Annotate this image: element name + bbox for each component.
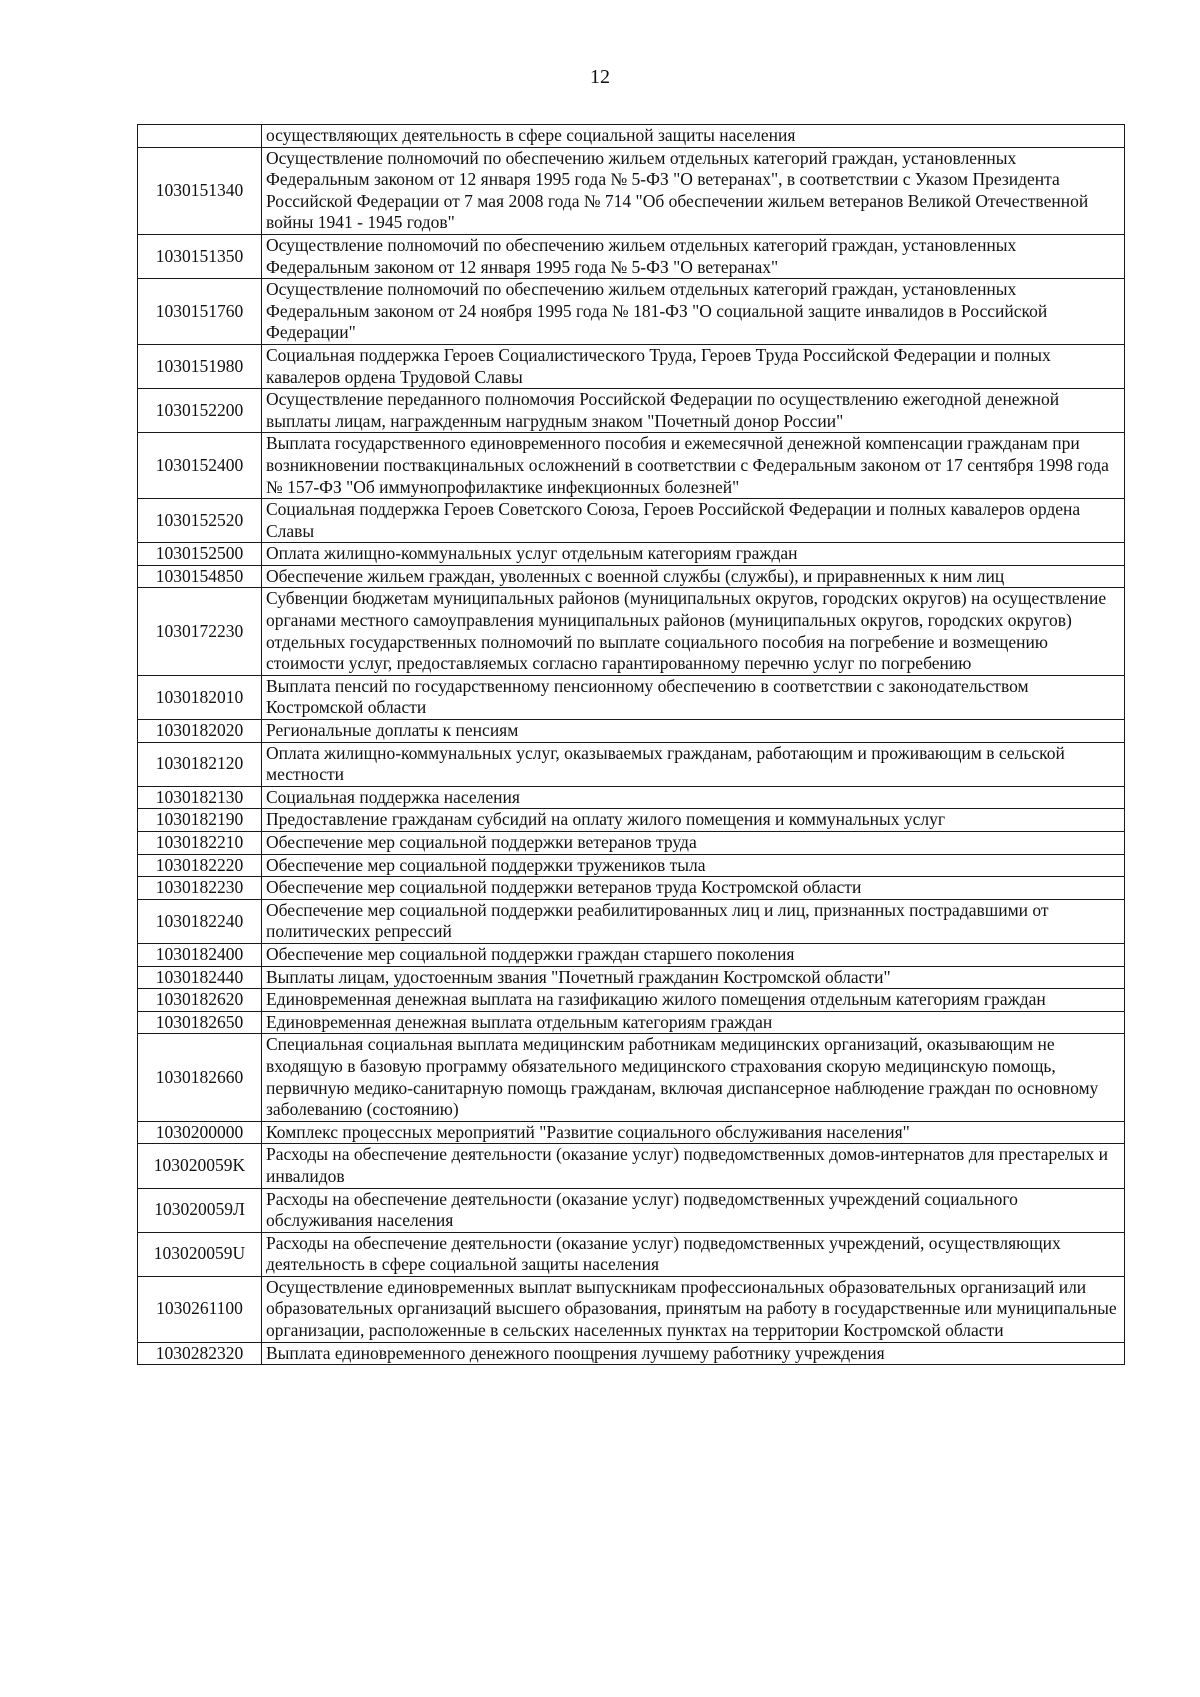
table-row bbox=[138, 675, 1125, 719]
description-cell: Расходы на обеспечение деятельности (оказание услуг) подведомственных домов-интернатов для престарелых и инвалидов bbox=[262, 1144, 1125, 1188]
description-cell: Специальная социальная выплата медицинским работникам медицинских организаций, оказывающим не входящую в базовую программу обязательного медицинского страхования скорую медицинскую помощь, первичную медико-санитарную помощь гражданам, включая диспансерное наблюдение граждан по основному заболеванию (состоянию) bbox=[262, 1034, 1125, 1121]
code-cell: 1030182210 bbox=[138, 832, 262, 855]
table-row bbox=[138, 742, 1125, 786]
table-row bbox=[138, 989, 1125, 1012]
description-cell: Выплата государственного единовременного пособия и ежемесячной денежной компенсации гражданам при возникновении поствакцинальных осложнений в соответствии с Федеральным законом от 17 сентября 1998 года № 157-ФЗ "Об иммунопрофилактике инфекционных болезней" bbox=[262, 433, 1125, 499]
table-row bbox=[138, 279, 1125, 345]
description-cell: Осуществление полномочий по обеспечению жильем отдельных категорий граждан, установленных Федеральным законом от 12 января 1995 года № 5-ФЗ "О ветеранах", в соответствии с Указом Президента Российской Федерации от 7 мая 2008 года № 714 "Об обеспечении жильем ветеранов Великой Отечественной войны 1941 - 1945 годов" bbox=[262, 147, 1125, 234]
table-row bbox=[138, 234, 1125, 278]
page-number: 12 bbox=[590, 66, 610, 88]
code-cell: 1030182190 bbox=[138, 809, 262, 832]
table-row bbox=[138, 1188, 1125, 1232]
code-cell: 1030200000 bbox=[138, 1121, 262, 1144]
table-row bbox=[138, 588, 1125, 675]
description-cell: Обеспечение мер социальной поддержки тружеников тыла bbox=[262, 854, 1125, 877]
description-cell: Социальная поддержка населения bbox=[262, 786, 1125, 809]
code-cell: 1030172230 bbox=[138, 588, 262, 675]
table-row bbox=[138, 786, 1125, 809]
table-row bbox=[138, 809, 1125, 832]
description-cell: Обеспечение мер социальной поддержки граждан старшего поколения bbox=[262, 943, 1125, 966]
table-row bbox=[138, 499, 1125, 543]
table-row bbox=[138, 720, 1125, 743]
description-cell: Обеспечение жильем граждан, уволенных с военной службы (службы), и приравненных к ним лиц bbox=[262, 565, 1125, 588]
description-cell: Единовременная денежная выплата на газификацию жилого помещения отдельным категориям граждан bbox=[262, 989, 1125, 1012]
code-cell: 1030182230 bbox=[138, 877, 262, 900]
table-row bbox=[138, 943, 1125, 966]
code-cell: 1030261100 bbox=[138, 1276, 262, 1342]
code-cell: 1030282320 bbox=[138, 1342, 262, 1365]
code-cell: 1030182010 bbox=[138, 675, 262, 719]
description-cell: Комплекс процессных мероприятий "Развитие социального обслуживания населения" bbox=[262, 1121, 1125, 1144]
code-cell: 1030182620 bbox=[138, 989, 262, 1012]
description-cell: Единовременная денежная выплата отдельным категориям граждан bbox=[262, 1011, 1125, 1034]
table-row bbox=[138, 899, 1125, 943]
code-cell: 103020059U bbox=[138, 1232, 262, 1276]
description-cell: осуществляющих деятельность в сфере социальной защиты населения bbox=[262, 125, 1125, 148]
description-cell: Выплата единовременного денежного поощрения лучшему работнику учреждения bbox=[262, 1342, 1125, 1365]
description-cell: Обеспечение мер социальной поддержки ветеранов труда Костромской области bbox=[262, 877, 1125, 900]
table-row bbox=[138, 389, 1125, 433]
description-cell: Осуществление переданного полномочия Российской Федерации по осуществлению ежегодной денежной выплаты лицам, награжденным нагрудным знаком "Почетный донор России" bbox=[262, 389, 1125, 433]
table-row bbox=[138, 344, 1125, 388]
code-cell: 1030182440 bbox=[138, 966, 262, 989]
description-cell: Оплата жилищно-коммунальных услуг отдельным категориям граждан bbox=[262, 543, 1125, 566]
description-cell: Осуществление полномочий по обеспечению жильем отдельных категорий граждан, установленных Федеральным законом от 24 ноября 1995 года № 181-ФЗ "О социальной защите инвалидов в Российской Федерации" bbox=[262, 279, 1125, 345]
code-cell: 1030182120 bbox=[138, 742, 262, 786]
code-cell: 1030152500 bbox=[138, 543, 262, 566]
table-row bbox=[138, 125, 1125, 148]
description-cell: Социальная поддержка Героев Социалистического Труда, Героев Труда Российской Федерации и полных кавалеров ордена Трудовой Славы bbox=[262, 344, 1125, 388]
description-cell: Региональные доплаты к пенсиям bbox=[262, 720, 1125, 743]
code-cell: 1030152400 bbox=[138, 433, 262, 499]
table-row bbox=[138, 877, 1125, 900]
description-cell: Предоставление гражданам субсидий на оплату жилого помещения и коммунальных услуг bbox=[262, 809, 1125, 832]
code-cell: 1030154850 bbox=[138, 565, 262, 588]
description-cell: Осуществление единовременных выплат выпускникам профессиональных образовательных организаций или образовательных организаций высшего образования, принятым на работу в государственные или муниципальные организации, расположенные в сельских населенных пунктах на территории Костромской области bbox=[262, 1276, 1125, 1342]
code-cell: 1030151350 bbox=[138, 234, 262, 278]
table-row bbox=[138, 832, 1125, 855]
description-cell: Расходы на обеспечение деятельности (оказание услуг) подведомственных учреждений социального обслуживания населения bbox=[262, 1188, 1125, 1232]
table-row bbox=[138, 1276, 1125, 1342]
code-cell: 1030182020 bbox=[138, 720, 262, 743]
description-cell: Обеспечение мер социальной поддержки реабилитированных лиц и лиц, признанных пострадавшими от политических репрессий bbox=[262, 899, 1125, 943]
table-row bbox=[138, 543, 1125, 566]
description-cell: Оплата жилищно-коммунальных услуг, оказываемых гражданам, работающим и проживающим в сельской местности bbox=[262, 742, 1125, 786]
code-cell: 1030152200 bbox=[138, 389, 262, 433]
table-row bbox=[138, 1034, 1125, 1121]
description-cell: Обеспечение мер социальной поддержки ветеранов труда bbox=[262, 832, 1125, 855]
code-cell: 1030182130 bbox=[138, 786, 262, 809]
code-cell: 1030182660 bbox=[138, 1034, 262, 1121]
code-cell: 103020059Л bbox=[138, 1188, 262, 1232]
code-cell: 1030151760 bbox=[138, 279, 262, 345]
table-row bbox=[138, 1011, 1125, 1034]
table-row bbox=[138, 966, 1125, 989]
code-cell: 1030182650 bbox=[138, 1011, 262, 1034]
code-cell: 1030182220 bbox=[138, 854, 262, 877]
description-cell: Социальная поддержка Героев Советского Союза, Героев Российской Федерации и полных кавалеров ордена Славы bbox=[262, 499, 1125, 543]
code-cell: 1030151340 bbox=[138, 147, 262, 234]
table-row bbox=[138, 1144, 1125, 1188]
description-cell: Расходы на обеспечение деятельности (оказание услуг) подведомственных учреждений, осуществляющих деятельность в сфере социальной защиты населения bbox=[262, 1232, 1125, 1276]
table-row bbox=[138, 433, 1125, 499]
code-cell: 1030182400 bbox=[138, 943, 262, 966]
table-row bbox=[138, 854, 1125, 877]
table-row bbox=[138, 1121, 1125, 1144]
description-cell: Выплата пенсий по государственному пенсионному обеспечению в соответствии с законодательством Костромской области bbox=[262, 675, 1125, 719]
description-cell: Субвенции бюджетам муниципальных районов (муниципальных округов, городских округов) на осуществление органами местного самоуправления муниципальных районов (муниципальных округов, городских округов) отдельных государственных полномочий по выплате социального пособия на погребение и возмещению стоимости услуг, предоставляемых согласно гарантированному перечню услуг по погребению bbox=[262, 588, 1125, 675]
description-cell: Осуществление полномочий по обеспечению жильем отдельных категорий граждан, установленных Федеральным законом от 12 января 1995 года № 5-ФЗ "О ветеранах" bbox=[262, 234, 1125, 278]
table-row bbox=[138, 1342, 1125, 1365]
code-cell: 1030151980 bbox=[138, 344, 262, 388]
table-row bbox=[138, 1232, 1125, 1276]
table-row bbox=[138, 147, 1125, 234]
code-cell bbox=[138, 125, 262, 148]
code-cell: 103020059K bbox=[138, 1144, 262, 1188]
table-row bbox=[138, 565, 1125, 588]
code-cell: 1030182240 bbox=[138, 899, 262, 943]
budget-codes-table bbox=[137, 124, 1125, 1365]
description-cell: Выплаты лицам, удостоенным звания "Почетный гражданин Костромской области" bbox=[262, 966, 1125, 989]
code-cell: 1030152520 bbox=[138, 499, 262, 543]
